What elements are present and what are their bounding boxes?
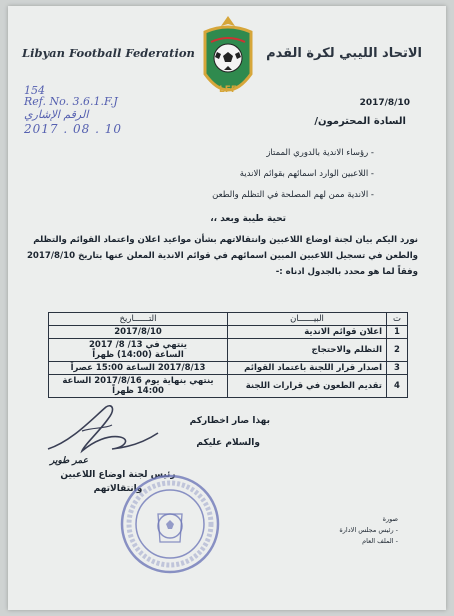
row-date-line: الساعة (14:00) ظهراً [92,350,184,360]
table-row [49,375,408,398]
row-date: ينتهي بنهاية يوم 2017/8/16 الساعة 14:00 ظهراً [49,375,228,398]
greeting: تحية طيبة وبعد ،، [210,214,286,224]
reference-date: 2017 . 08 . 10 [24,122,122,136]
row-date-line: ينتهي في 13/ 8/ 2017 [88,340,188,350]
signer-name: عمر طوير [50,456,88,466]
letter-date: 2017/8/10 [359,98,410,108]
header-date: التــــــاريخ [49,313,228,326]
row-number: 2 [387,339,408,362]
row-number: 1 [387,326,408,339]
row-statement: اعلان قوائم الاندية [228,326,387,339]
row-number: 4 [387,375,408,398]
recipient-item: - الاندية ممن لهم المصلحة في التظلم والطعن [212,190,374,200]
copies-block [339,514,398,547]
row-date: 2017/8/13 الساعة 15:00 عصراً [49,362,228,375]
letter-page [8,6,446,610]
row-statement: تقديم الطعون في قرارات اللجنة [228,375,387,398]
signer-title: وانتقالاتهم [93,484,143,494]
copies-item: - الملف العام [362,537,398,545]
recipient-list [114,143,374,206]
schedule-table [48,312,408,398]
closing-line: والسلام عليكم [196,438,260,448]
row-statement: اصدار قرار اللجنة باعتماد القوائم [228,362,387,375]
federation-name-english: Libyan Football Federation [22,46,195,60]
header-statement: البيــــــان [228,313,387,326]
reference-code: Ref. No. 3.6.1.F.J الرقم الإشاري [24,95,118,121]
table-row [49,339,408,362]
official-stamp [118,472,222,576]
reference-number: 154 [24,84,45,97]
handwritten-signature [42,401,162,461]
federation-logo [197,14,259,112]
table-row [49,326,408,339]
salutation: السادة المحترمون/ [314,116,406,127]
closing-line: بهذا صار اخطاركم [189,416,270,426]
federation-name-arabic: الاتحاد الليبي لكرة القدم [266,46,422,61]
row-date: 2017/8/10 [49,326,228,339]
table-header-row [49,313,408,326]
row-number: 3 [387,362,408,375]
body-paragraph: نورد اليكم بيان لجنة اوضاع اللاعبين وانتقالاتهم بشأن مواعيد اعلان واعتماد القوائم والتظلم والطعن في تسجيل اللاعبين المبين اسمائهم في قوائم الاندية المعلن عنها بتاريخ 2017/8/10 وفقاً لما هو محدد بالجدول ادناه :- [26,235,418,277]
row-date [49,339,228,362]
signer-title: رئيس لجنة اوضاع اللاعبين [60,470,176,480]
recipient-item: - رؤساء الاندية بالدوري الممتاز [266,148,374,158]
logo-letters: LFF [218,85,238,95]
table-row [49,362,408,375]
reference-block [24,84,134,136]
copies-item: - رئيس مجلس الادارة [339,526,398,534]
row-statement: التظلم والاحتجاج [228,339,387,362]
header-number: ت [387,313,408,326]
copies-label: صورة [382,515,398,523]
recipient-item: - اللاعبين الوارد اسمائهم بقوائم الاندية [239,169,374,179]
